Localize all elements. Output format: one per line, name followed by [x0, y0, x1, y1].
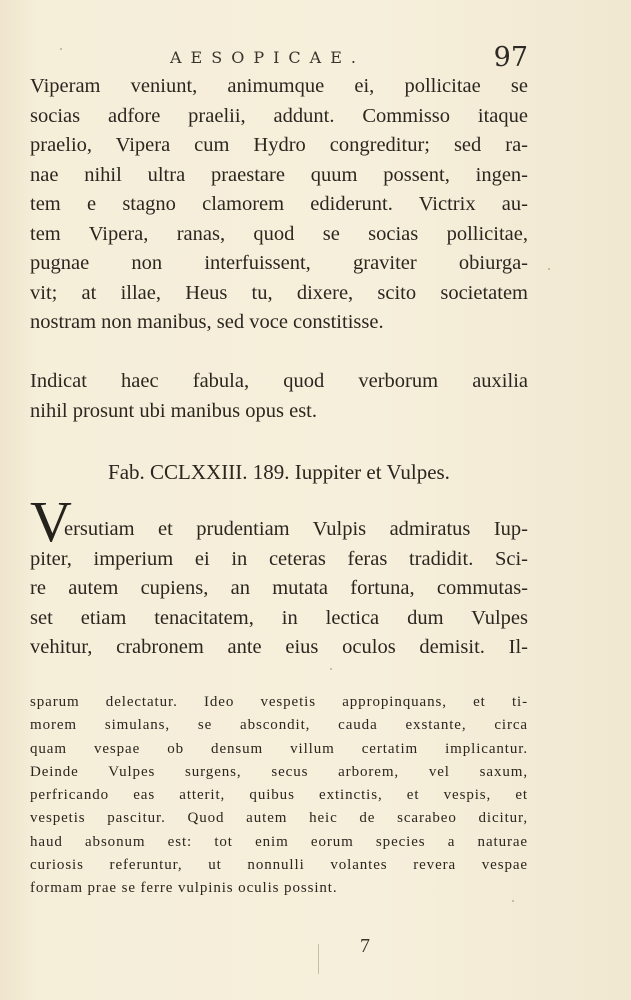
note-line: curiosis referuntur, ut nonnulli volantes revera vespae: [30, 857, 528, 874]
paragraph-1: [30, 72, 528, 338]
note-line: quam vespae ob densum villum certatim implicantur.: [30, 740, 528, 757]
drop-cap: V: [30, 489, 72, 554]
note-paragraph: [30, 691, 528, 901]
paper-speck: [60, 48, 62, 50]
text-line: nae nihil ultra praestare quum possent, ingen-: [30, 163, 528, 186]
text-line: Indicat haec fabula, quod verborum auxilia: [30, 370, 528, 392]
text-line: Viperam veniunt, animumque ei, pollicitae se: [30, 75, 528, 97]
text-line: ersutiam et prudentiam Vulpis admiratus Iup-: [64, 518, 528, 540]
text-line: nihil prosunt ubi manibus opus est.: [30, 399, 317, 422]
text-line: pugnae non interfuissent, graviter obiurga-: [30, 252, 528, 274]
text-line: socias adfore praelii, addunt. Commisso itaque: [30, 104, 528, 127]
note-line: morem simulans, se abscondit, cauda exstante, circa: [30, 717, 528, 734]
paper-speck: [330, 668, 332, 670]
signature-mark: 7: [360, 935, 370, 957]
paragraph-3: [30, 515, 528, 663]
running-title: AESOPICAE.: [170, 48, 365, 67]
page-number: 97: [493, 42, 528, 73]
text-line: set etiam tenacitatem, in lectica dum Vulpes: [30, 606, 528, 629]
note-line: perfricando eas atterit, quibus extinctis, et vespis, et: [30, 787, 528, 804]
paper-speck: [512, 900, 514, 902]
note-line: haud absonum est: tot enim eorum species a naturae: [30, 833, 528, 850]
text-line: praelio, Vipera cum Hydro congreditur; sed ra-: [30, 134, 528, 156]
note-line: sparum delectatur. Ideo vespetis appropinquans, et ti-: [30, 694, 528, 710]
margin-mark: [318, 944, 319, 974]
note-line: formam prae se ferre vulpinis oculis possint.: [30, 880, 338, 897]
text-line: re autem cupiens, an mutata fortuna, commutas-: [30, 577, 528, 599]
text-line: nostram non manibus, sed voce constitisse.: [30, 311, 384, 333]
paper-speck: [548, 268, 550, 270]
text-line: tem Vipera, ranas, quod se socias pollicitae,: [30, 222, 528, 245]
moral-paragraph: [30, 367, 528, 426]
text-line: vehitur, crabronem ante eius oculos demisit. Il-: [30, 636, 528, 658]
fable-title: Fab. CCLXXIII. 189. Iuppiter et Vulpes.: [108, 460, 450, 484]
note-line: Deinde Vulpes surgens, secus arborem, vel saxum,: [30, 763, 528, 780]
note-line: vespetis pascitur. Quod autem heic de scarabeo dicitur,: [30, 810, 528, 827]
text-line: piter, imperium ei in ceteras feras tradidit. Sci-: [30, 547, 528, 570]
text-line: tem e stagno clamorem ediderunt. Victrix au-: [30, 193, 528, 215]
text-line: vit; at illae, Heus tu, dixere, scito societatem: [30, 281, 528, 304]
